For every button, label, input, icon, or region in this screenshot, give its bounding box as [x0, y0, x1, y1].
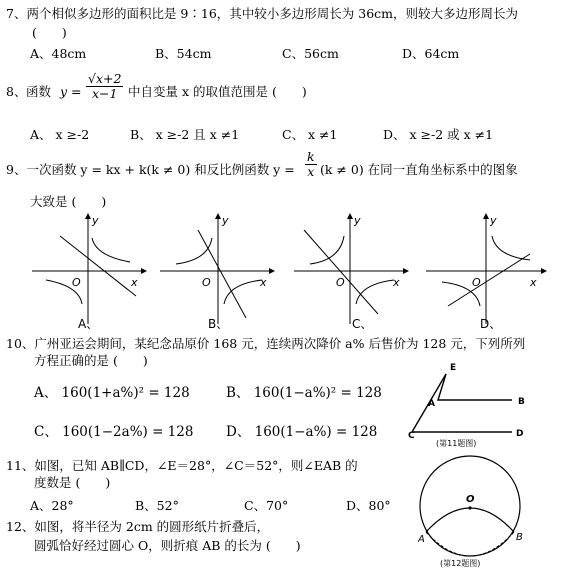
- q12-line2: 圆弧恰好经过圆心 O，则折痕 AB 的长为 ( ): [34, 538, 301, 553]
- graph-d-label: D、: [480, 317, 502, 331]
- q9-line2: 大致是 ( ): [30, 194, 107, 209]
- q11-option-b: B、52°: [135, 498, 179, 513]
- q7-option-b: B、54cm: [155, 46, 212, 61]
- q11-option-a: A、28°: [30, 498, 74, 513]
- q7-option-c: C、56cm: [282, 46, 339, 61]
- graph-c-label: C、: [352, 317, 373, 331]
- fig11-label-d: D: [516, 429, 524, 439]
- fig11-ea-ab: [438, 374, 512, 400]
- q8-stem-post: 中自变量 x 的取值范围是 ( ): [128, 84, 307, 99]
- q12-stem: 12、如图，将半径为 2cm 的圆形纸片折叠后，: [6, 519, 270, 534]
- q10-option-c: C、 160(1−2a%) = 128: [34, 424, 194, 440]
- graph-b-line: [198, 230, 246, 318]
- graph-d-hyperbola-1: [492, 236, 530, 260]
- graph-a-o: O: [72, 276, 81, 289]
- graph-c-hyperbola-1: [310, 236, 344, 264]
- graph-b: [160, 214, 274, 331]
- graph-c-o: O: [336, 276, 345, 289]
- graph-d-o: O: [472, 276, 481, 289]
- fig12-dashed-arc: [426, 532, 514, 556]
- graph-a-label: A、: [78, 317, 99, 331]
- q10-option-b: B、 160(1−a%)² = 128: [226, 385, 382, 401]
- figure-12: [418, 452, 548, 562]
- q11-stem: 11、如图，已知 AB∥CD，∠E＝28°，∠C＝52°，则∠EAB 的: [6, 458, 358, 473]
- q8-fraction: [84, 72, 125, 101]
- q8-denominator: x−1: [91, 86, 118, 101]
- q9-graphs: [0, 200, 561, 350]
- graph-d: [426, 214, 546, 331]
- graph-b-y: y: [222, 214, 229, 227]
- graph-b-hyperbola-2: [224, 280, 262, 304]
- q10-option-a: A、 160(1+a%)² = 128: [34, 385, 190, 401]
- graph-a-hyperbola-1: [92, 238, 130, 262]
- fig11-label-b: B: [518, 397, 525, 407]
- figure-11: [408, 360, 548, 450]
- fig12-center-dot: [468, 506, 471, 509]
- q7-option-a: A、48cm: [30, 46, 87, 61]
- fig11-label-a: A: [428, 399, 435, 409]
- graph-c-x: x: [393, 276, 400, 289]
- graph-b-x: x: [260, 276, 267, 289]
- q11-option-d: D、80°: [346, 498, 391, 513]
- q8-option-a: A、 x ≥-2: [30, 127, 90, 142]
- q7-option-d: D、64cm: [402, 46, 460, 61]
- graph-c: [294, 214, 408, 331]
- graph-b-label: B、: [208, 317, 229, 331]
- fig12-fold-arc: [426, 508, 514, 532]
- graph-c-hyperbola-2: [356, 280, 394, 304]
- fig12-caption: (第12题图): [440, 559, 481, 568]
- q9-fraction: [303, 150, 319, 179]
- q11-line2: 度数是 ( ): [34, 475, 111, 490]
- graph-d-x: x: [530, 276, 537, 289]
- graph-c-line: [304, 230, 378, 314]
- q8-stem-pre: 函数: [26, 84, 52, 99]
- q8-option-c: C、 x ≠1: [282, 127, 338, 142]
- q8-number: 8、: [6, 84, 27, 99]
- q7-blank: ( ): [32, 25, 67, 40]
- q8-numerator: √x+2: [88, 71, 122, 86]
- graph-a: [32, 214, 146, 331]
- graph-d-line: [448, 254, 530, 306]
- fig11-label-e: E: [450, 363, 457, 373]
- fig12-label-a: A: [418, 534, 425, 545]
- graph-d-y: y: [490, 214, 497, 227]
- graph-b-hyperbola-1: [176, 238, 212, 264]
- graph-c-y: y: [354, 214, 361, 227]
- q9-stem-post: (k ≠ 0) 在同一直角坐标系中的图象: [320, 162, 518, 177]
- graph-a-x: x: [131, 276, 138, 289]
- q7-stem: 7、两个相似多边形的面积比是 9∶16，其中较小多边形周长为 36cm，则较大多边形周长为: [6, 6, 519, 21]
- q10-stem: 10、广州亚运会期间，某纪念品原价 168 元，连续两次降价 a% 后售价为 128 元，下列所列: [6, 336, 526, 351]
- q11-option-c: C、70°: [244, 498, 289, 513]
- q9-frac-num: k: [307, 149, 315, 164]
- q8-y-eq: y =: [60, 84, 82, 99]
- fig12-label-o: O: [466, 494, 475, 505]
- q9-stem-pre: 9、一次函数 y = kx + k(k ≠ 0) 和反比例函数 y =: [6, 162, 295, 177]
- q10-line2: 方程正确的是 ( ): [34, 353, 148, 368]
- q10-option-d: D、 160(1−a%) = 128: [226, 424, 378, 440]
- q8-option-d: D、 x ≥-2 或 x ≠1: [383, 127, 494, 142]
- fig12-label-b: B: [516, 532, 523, 543]
- q9-frac-den: x: [307, 164, 315, 179]
- fig11-label-c: C: [408, 431, 415, 441]
- graph-a-y: y: [92, 214, 99, 227]
- fig11-caption: (第11题图): [436, 439, 477, 448]
- q8-option-b: B、 x ≥-2 且 x ≠1: [130, 127, 240, 142]
- graph-b-o: O: [202, 276, 211, 289]
